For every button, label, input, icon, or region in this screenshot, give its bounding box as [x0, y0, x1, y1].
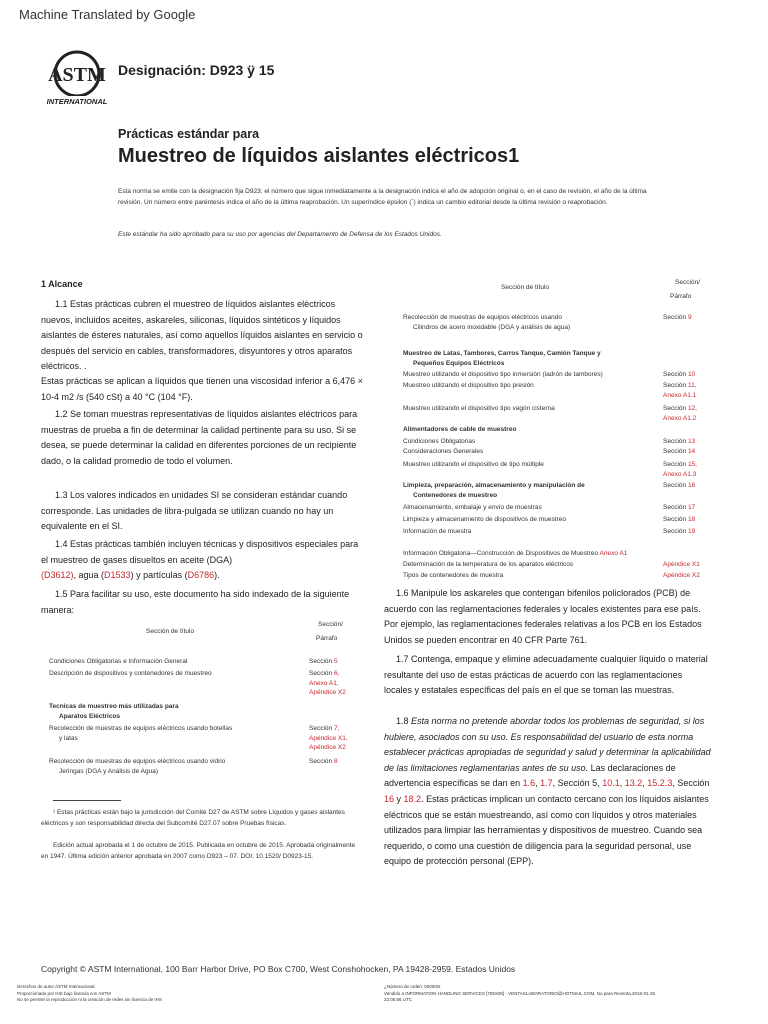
table-ref[interactable]: Sección 14 — [663, 448, 696, 455]
table-ref[interactable]: Anexo A1.3 — [663, 470, 697, 478]
table-row-refs — [663, 437, 695, 447]
table-row-refs — [309, 724, 348, 753]
table-ref[interactable]: Sección 10 — [663, 371, 696, 378]
logo-bottom-text: INTERNATIONAL — [46, 97, 108, 106]
table-row-refs — [663, 381, 697, 400]
table-row-refs — [663, 481, 695, 491]
table-row-title: Limpieza y almacenamiento de dispositivos de muestreo — [403, 516, 566, 523]
logo-top-text: ASTM — [48, 64, 106, 86]
para-1-3: 1.3 Los valores indicados en unidades SI se consideran estándar cuando corresponde. Las unidades de libra-pulgada se utilizan cuando no hay un equivalente en el SI. — [41, 490, 348, 532]
table-ref[interactable]: Sección 17 — [663, 504, 696, 511]
table-ref[interactable]: Apéndice X2 — [309, 744, 346, 751]
table-row-title: Recolección de muestras de equipos eléctricos usando botellas y latas — [49, 725, 233, 742]
right-table-header-section: Sección/ — [675, 279, 700, 286]
table-row-refs — [663, 515, 695, 525]
table-row-title: Información de muestra — [403, 528, 472, 535]
table-ref[interactable]: Sección 16 — [663, 482, 696, 489]
table-ref[interactable]: Sección 6, — [309, 670, 340, 677]
table-ref[interactable]: Sección 7, — [309, 725, 340, 732]
intro-paragraph: Esta norma se emite con la designación fija D923; el número que sigue inmediatamente a la designación indica el año de adopción original o, en el caso de revisión, el año de la última revisión. Un número entre paréntesis indica el año de la última reaprobación. Un superíndice épsilon (´) indica un cambio editorial desde la última revisión o reaprobación. — [118, 188, 647, 206]
table-ref[interactable]: Apéndice X2 — [663, 572, 700, 579]
table-row-refs — [663, 460, 697, 479]
ref-d3612[interactable]: (D3612) — [41, 570, 74, 581]
table-ref[interactable]: Sección 15, — [663, 461, 697, 468]
table-ref[interactable]: Apéndice X1 — [663, 561, 700, 568]
table-row-title: Limpieza, preparación, almacenamiento y manipulación de Contenedores de muestreo — [403, 482, 585, 499]
footer-left: Derechos de autor ASTM Internacional Proporcionado por IHS bajo licencia con ASTM No se permite la reproducción ni la creación de redes sin licencia de IHS — [17, 984, 162, 1002]
table-row-refs — [309, 757, 338, 767]
ref-10-1[interactable]: 10.1 — [602, 778, 620, 789]
table-row-refs — [663, 503, 695, 513]
table-row-title: Consideraciones Generales — [403, 448, 484, 455]
table-row-title: Descripción de dispositivos y contenedores de muestreo — [49, 670, 212, 677]
table-row-refs — [663, 370, 695, 380]
table-ref[interactable]: Anexo A1.1 — [663, 391, 697, 399]
table-row-refs — [663, 404, 697, 423]
table-row-title: Determinación de la temperatura de los aparatos eléctricos — [403, 561, 574, 568]
table-row-title: Tipos de contenedores de muestra — [403, 572, 504, 579]
table-row-title: Información Obligatoria—Construcción de Dispositivos de Muestreo Anexo A1 — [403, 550, 628, 557]
doc-subtitle: Prácticas estándar para — [118, 127, 260, 141]
section-heading-scope: 1 Alcance — [41, 279, 83, 289]
ref-1-6[interactable]: 1.6 — [522, 778, 536, 789]
table-ref[interactable]: Sección 12, — [663, 405, 697, 412]
table-row-title: Almacenamiento, embalaje y envío de muestras — [403, 504, 542, 511]
table-row-refs — [663, 447, 695, 457]
footnote-1: ¹ Estas prácticas están bajo la jurisdicción del Comité D27 de ASTM sobre Líquidos y gases aislantes eléctricos y son responsabilidad directa del Subcomité D27.07 sobre Pruebas físicas. — [41, 809, 345, 827]
left-table-header-title: Sección de título — [146, 628, 195, 635]
astm-logo — [42, 50, 112, 108]
dod-note: Este estándar ha sido aprobado para su uso por agencias del Departamento de Defensa de los Estados Unidos. — [118, 231, 442, 238]
ref-15-2-3[interactable]: 15.2.3 — [647, 778, 673, 789]
designation: Designación: D923 ÿ 15 — [118, 62, 275, 78]
table-row-title: Recolección de muestras de equipos eléctricos usando vidrio Jeringas (DGA y Análisis de Agua) — [49, 758, 226, 775]
table-row-title: Muestreo de Latas, Tambores, Carros Tanque, Camión Tanque y Pequeños Equipos Eléctricos — [403, 350, 601, 367]
table-ref[interactable]: Apéndice X2 — [309, 689, 346, 696]
table-ref[interactable]: Anexo A1, — [309, 679, 339, 687]
right-table-header-title: Sección de título — [501, 284, 550, 291]
right-table-header-paragraph: Párrafo — [670, 293, 692, 300]
table-inline-ref[interactable]: Anexo A1 — [599, 550, 628, 557]
table-ref[interactable]: Apéndice X1, — [309, 734, 348, 742]
table-row-refs — [663, 527, 695, 537]
table-ref[interactable]: Sección 8 — [309, 758, 338, 765]
table-row-title: Alimentadores de cable de muestreo — [403, 426, 517, 433]
table-ref[interactable]: Sección 5 — [309, 658, 338, 665]
para-1-2: 1.2 Se toman muestras representativas de líquidos aislantes eléctricos para muestras de prueba a fin de determinar la calidad pertinente para su uso. Si se desea, se puede determinar la calidad en diferentes porciones de un recipiente dado, o la calidad promedio de todo el volumen. — [41, 409, 358, 466]
ref-18-2[interactable]: 18.2 — [403, 793, 422, 804]
ref-d1533[interactable]: D1533 — [104, 570, 131, 581]
table-row-refs — [309, 657, 338, 667]
table-row-title: Recolección de muestras de equipos eléctricos usando Cilindros de acero inoxidable (DGA y análisis de agua) — [403, 314, 571, 331]
para-1-5: 1.5 Para facilitar su uso, este documento ha sido indexado de la siguiente manera: — [41, 589, 350, 615]
table-row-title: Muestreo utilizando el dispositivo tipo inmersión (ladrón de tambores) — [403, 371, 603, 378]
ref-13-2[interactable]: 13.2 — [624, 778, 643, 789]
table-ref[interactable]: Sección 9 — [663, 314, 692, 321]
table-ref[interactable]: Sección 18 — [663, 516, 696, 523]
footer-right: ¿Número de orden: 02000I2 Vendido a INFORMATION HANDLING SERVICES [755X08] - VENTASLABORATORIO@HOTMAIL.COM, No para Reventa,2016-01-25 22:05:56 UTC — [384, 984, 655, 1002]
doc-title: Muestreo de líquidos aislantes eléctricos1 — [118, 145, 520, 167]
table-row-title: Muestreo utilizando el dispositivo tipo presión — [403, 382, 534, 389]
para-1-6: 1.6 Manipule los askareles que contengan bifenilos policlorados (PCB) de acuerdo con las reglamentaciones federales y locales existentes para ese país. Por ejemplo, las reglamentaciones federales relativas a los PCB en los Estados Unidos se pueden encontrar en 40 CFR Parte 761. — [384, 588, 702, 645]
copyright: Copyright © ASTM International, 100 Barr Harbor Drive, PO Box C700, West Conshohocken, PA 19428-2959. Estados Unidos — [41, 964, 516, 974]
para-1-1b: Estas prácticas se aplican a líquidos que tienen una viscosidad inferior a 6,476 × 10-4 m2 /s (540 cSt) a 40 °C (104 °F). — [41, 376, 363, 402]
ref-1-7[interactable]: 1.7 — [540, 778, 553, 789]
machine-translated-label: Machine Translated by Google — [19, 7, 196, 22]
ref-d6786[interactable]: D6786 — [187, 570, 215, 581]
table-row-refs — [663, 571, 700, 581]
ref-16[interactable]: 16 — [384, 793, 395, 804]
left-table-header-section: Sección/ — [318, 621, 343, 628]
table-ref[interactable]: Sección 11, — [663, 382, 697, 389]
table-ref[interactable]: Anexo A1.2 — [663, 414, 697, 422]
para-1-1: 1.1 Estas prácticas cubren el muestreo de líquidos aislantes eléctricos nuevos, incluidos aceites, askareles, siliconas, líquidos sintéticos y líquidos aislantes de ésteres naturales, así como aquellos líquidos aislantes en servicio o después del servicio en cables, transformadores, disyuntores y otros aparatos eléctricos. . — [41, 299, 363, 372]
para-1-4: 1.4 Estas prácticas también incluyen técnicas y dispositivos especiales para el muestreo de gases disueltos en aceite (DGA) (D3612), agua (D1533) y partículas (D6786). — [41, 539, 359, 581]
table-row-title: Condiciones Obligatorias e Información General — [49, 658, 188, 665]
table-ref[interactable]: Sección 19 — [663, 528, 696, 535]
footnote-2: Edición actual aprobada el 1 de octubre de 2015. Publicada en octubre de 2015. Aprobada originalmente en 1947. Última edición anterior aprobada en 2007 como D923 – 07. DOI: 10.1520/ D0923-15. — [41, 842, 356, 860]
para-1-8: 1.8 Esta norma no pretende abordar todos los problemas de seguridad, si los hubiere, asociados con su uso. Es responsabilidad del usuario de esta norma establecer prácticas apropiadas de seguridad y salud y determinar la aplicabilidad de las limitaciones reglamentarias antes de su uso. Las declaraciones de advertencia específicas se dan en 1.6, 1.7, Sección 5, 10.1, 13.2, 15.2.3, Sección 16 y 18.2. Estas prácticas implican un contacto cercano con los líquidos aislantes eléctricos que se están muestreando, así como con líquidos y otros materiales utilizados para limpiar las herramientas y dispositivos de muestreo. Cuando sea requerido, o como una cuestión de diligencia para la seguridad personal, use equipo de protección personal (EPP). — [384, 716, 711, 867]
table-row-title: Muestreo utilizando el dispositivo tipo vagón cisterna — [403, 405, 555, 412]
table-row-title: Muestreo utilizando el dispositivo de tipo múltiple — [403, 461, 544, 468]
para-1-7: 1.7 Contenga, empaque y elimine adecuadamente cualquier líquido o material resultante del uso de estas prácticas de acuerdo con las reglamentaciones locales y estatales específicas del país en el que se toman las muestras. — [384, 654, 708, 696]
table-row-title: Condiciones Obligatorias — [403, 438, 476, 445]
table-row-refs — [309, 669, 346, 698]
table-row-title: Tecnicas de muestreo más utilizadas para Aparatos Eléctricos — [49, 703, 179, 720]
footnote-rule — [53, 800, 121, 801]
left-table-header-paragraph: Párrafo — [316, 635, 338, 642]
table-row-refs — [663, 313, 692, 323]
table-row-refs — [663, 560, 700, 570]
table-ref[interactable]: Sección 13 — [663, 438, 696, 445]
